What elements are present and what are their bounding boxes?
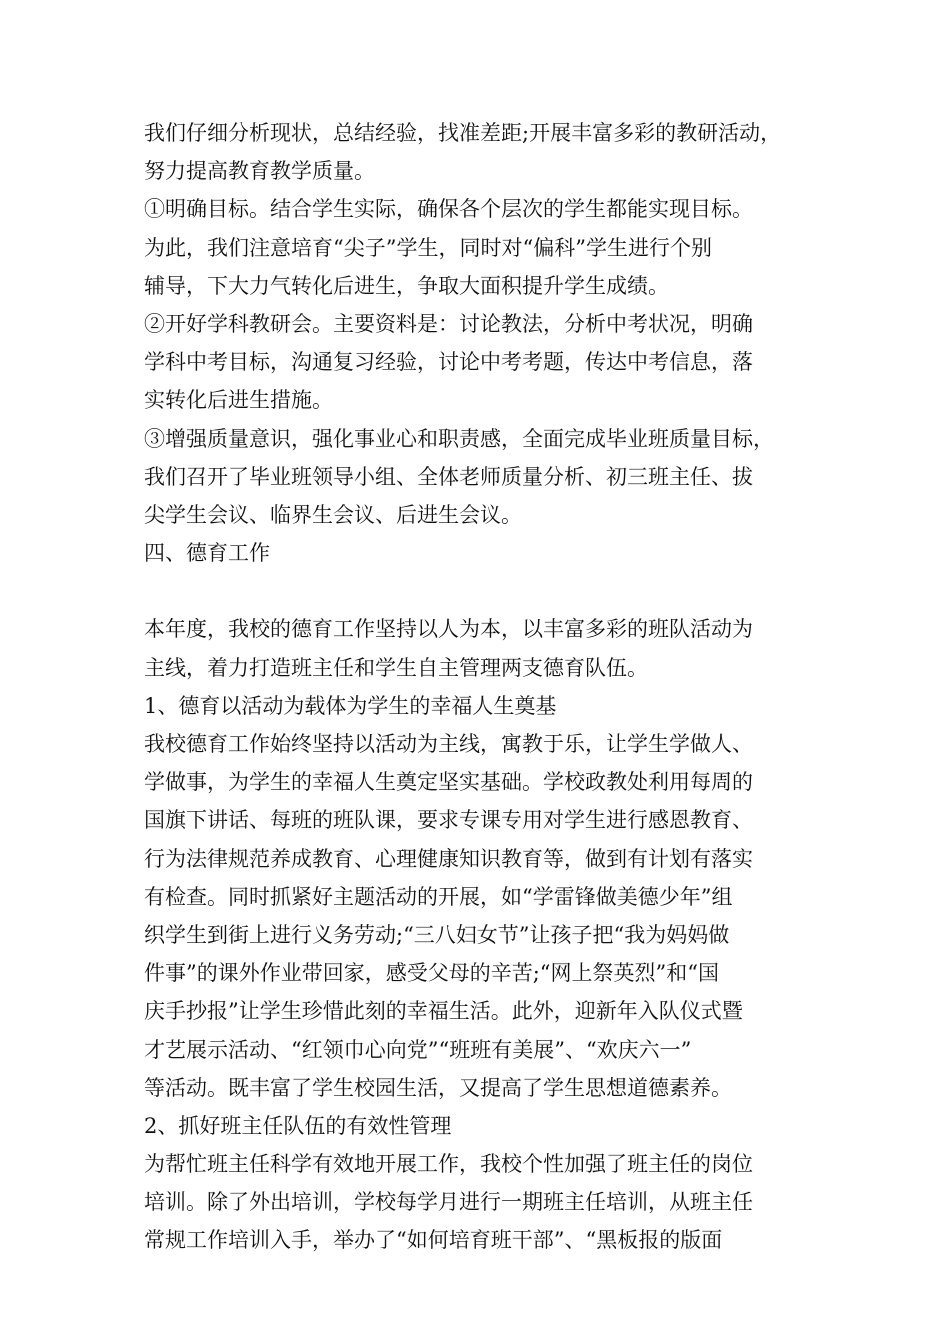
text-line: 学科中考目标，沟通复习经验，讨论中考考题，传达中考信息，落	[144, 350, 753, 375]
text-line: 辅导，下大力气转化后进生，争取大面积提升学生成绩。	[144, 273, 669, 298]
text-line: 庆手抄报”让学生珍惜此刻的幸福生活。此外，迎新年入队仪式暨	[144, 999, 743, 1024]
section-heading: 四、德育工作	[144, 541, 270, 566]
text-line: 国旗下讲话、每班的班队课，要求专课专用对学生进行感恩教育、	[144, 808, 753, 833]
text-line: 才艺展示活动、“红领巾心向党”“班班有美展”、“欢庆六一”	[144, 1037, 692, 1062]
text-line: 我们召开了毕业班领导小组、全体老师质量分析、初三班主任、拔	[144, 464, 753, 489]
text-line: ②开好学科教研会。主要资料是：讨论教法，分析中考状况，明确	[144, 311, 753, 336]
text-line: 学做事，为学生的幸福人生奠定坚实基础。学校政教处利用每周的	[144, 770, 753, 795]
text-line: 我校德育工作始终坚持以活动为主线，寓教于乐，让学生学做人、	[144, 732, 753, 756]
text-line: 有检查。同时抓紧好主题活动的开展，如“学雷锋做美德少年”组	[144, 884, 733, 909]
text-line: 织学生到街上进行义务劳动;“三八妇女节”让孩子把“我为妈妈做	[144, 922, 730, 947]
text-line: 尖学生会议、临界生会议、后进生会议。	[144, 502, 522, 527]
document-body	[144, 114, 816, 1260]
text-line: ①明确目标。结合学生实际，确保各个层次的学生都能实现目标。	[144, 197, 753, 222]
text-line: 培训。除了外出培训，学校每学月进行一期班主任培训，从班主任	[144, 1190, 753, 1215]
text-line: 我们仔细分析现状，总结经验，找准差距;开展丰富多彩的教研活动，	[144, 121, 782, 145]
text-line: 本年度，我校的德育工作坚持以人为本，以丰富多彩的班队活动为	[144, 617, 753, 642]
subsection-heading: 2、抓好班主任队伍的有效性管理	[144, 1113, 452, 1138]
text-line: 实转化后进生措施。	[144, 388, 333, 413]
text-line: 常规工作培训入手，举办了“如何培育班干部”、“黑板报的版面	[144, 1228, 723, 1253]
text-line: 等活动。既丰富了学生校园生活，又提高了学生思想道德素养。	[144, 1075, 732, 1100]
blank-line	[144, 572, 816, 610]
text-line: ③增强质量意识，强化事业心和职责感，全面完成毕业班质量目标，	[144, 426, 774, 451]
text-line: 为帮忙班主任科学有效地开展工作，我校个性加强了班主任的岗位	[144, 1152, 753, 1177]
text-line: 主线，着力打造班主任和学生自主管理两支德育队伍。	[144, 655, 648, 680]
text-line: 为此，我们注意培育“尖子”学生，同时对“偏科”学生进行个别	[144, 235, 712, 260]
subsection-heading: 1、德育以活动为载体为学生的幸福人生奠基	[144, 693, 557, 718]
text-line: 行为法律规范养成教育、心理健康知识教育等，做到有计划有落实	[144, 846, 753, 871]
text-line: 件事”的课外作业带回家，感受父母的辛苦;“网上祭英烈”和“国	[144, 961, 720, 986]
text-line: 努力提高教育教学质量。	[144, 159, 375, 184]
